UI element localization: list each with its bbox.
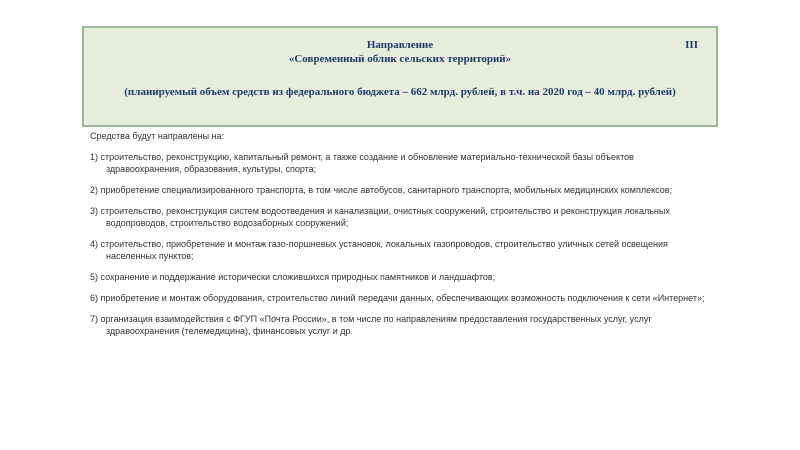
- direction-header-box: [82, 26, 718, 127]
- list-item: 5) сохранение и поддержание исторически сложившихся природных памятников и ландшафтов;: [90, 272, 496, 282]
- direction-label: Направление: [366, 39, 434, 51]
- direction-title: «Современный облик сельских территорий»: [288, 53, 512, 65]
- list-item: 1) строительство, реконструкцию, капитальный ремонт, а также создание и обновление материально-технической базы объектов здравоохранения, образования, культуры, спорта;: [90, 152, 634, 174]
- direction-number: III: [685, 39, 698, 51]
- list-item: 2) приобретение специализированного транспорта, в том числе автобусов, санитарного транспорта, мобильных медицинских комплексов;: [90, 185, 673, 195]
- list-item: 3) строительство, реконструкция систем водоотведения и канализации, очистных сооружений, строительство и реконструкция локальных водопроводов, строительство водозаборных сооружений;: [90, 206, 670, 228]
- budget-note: (планируемый объем средств из федерального бюджета – 662 млрд. рублей, в т.ч. на 2020 год – 40 млрд. рублей): [124, 86, 676, 98]
- list-item: 4) строительство, приобретение и монтаж газо-поршневых установок, локальных газопроводов, строительство уличных сетей освещения населенных пунктов;: [90, 239, 668, 261]
- funding-list: [90, 151, 710, 337]
- content-body: [90, 131, 710, 346]
- intro-text: Средства будут направлены на:: [90, 131, 225, 141]
- list-item: 7) организация взаимодействия с ФГУП «Почта России», в том числе по направлениям предоставления государственных услуг, услуг здравоохранения (телемедицина), финансовых услуг и др.: [90, 314, 652, 336]
- list-item: 6) приобретение и монтаж оборудования, строительство линий передачи данных, обеспечивающих возможность подключения к сети «Интернет»;: [90, 293, 705, 303]
